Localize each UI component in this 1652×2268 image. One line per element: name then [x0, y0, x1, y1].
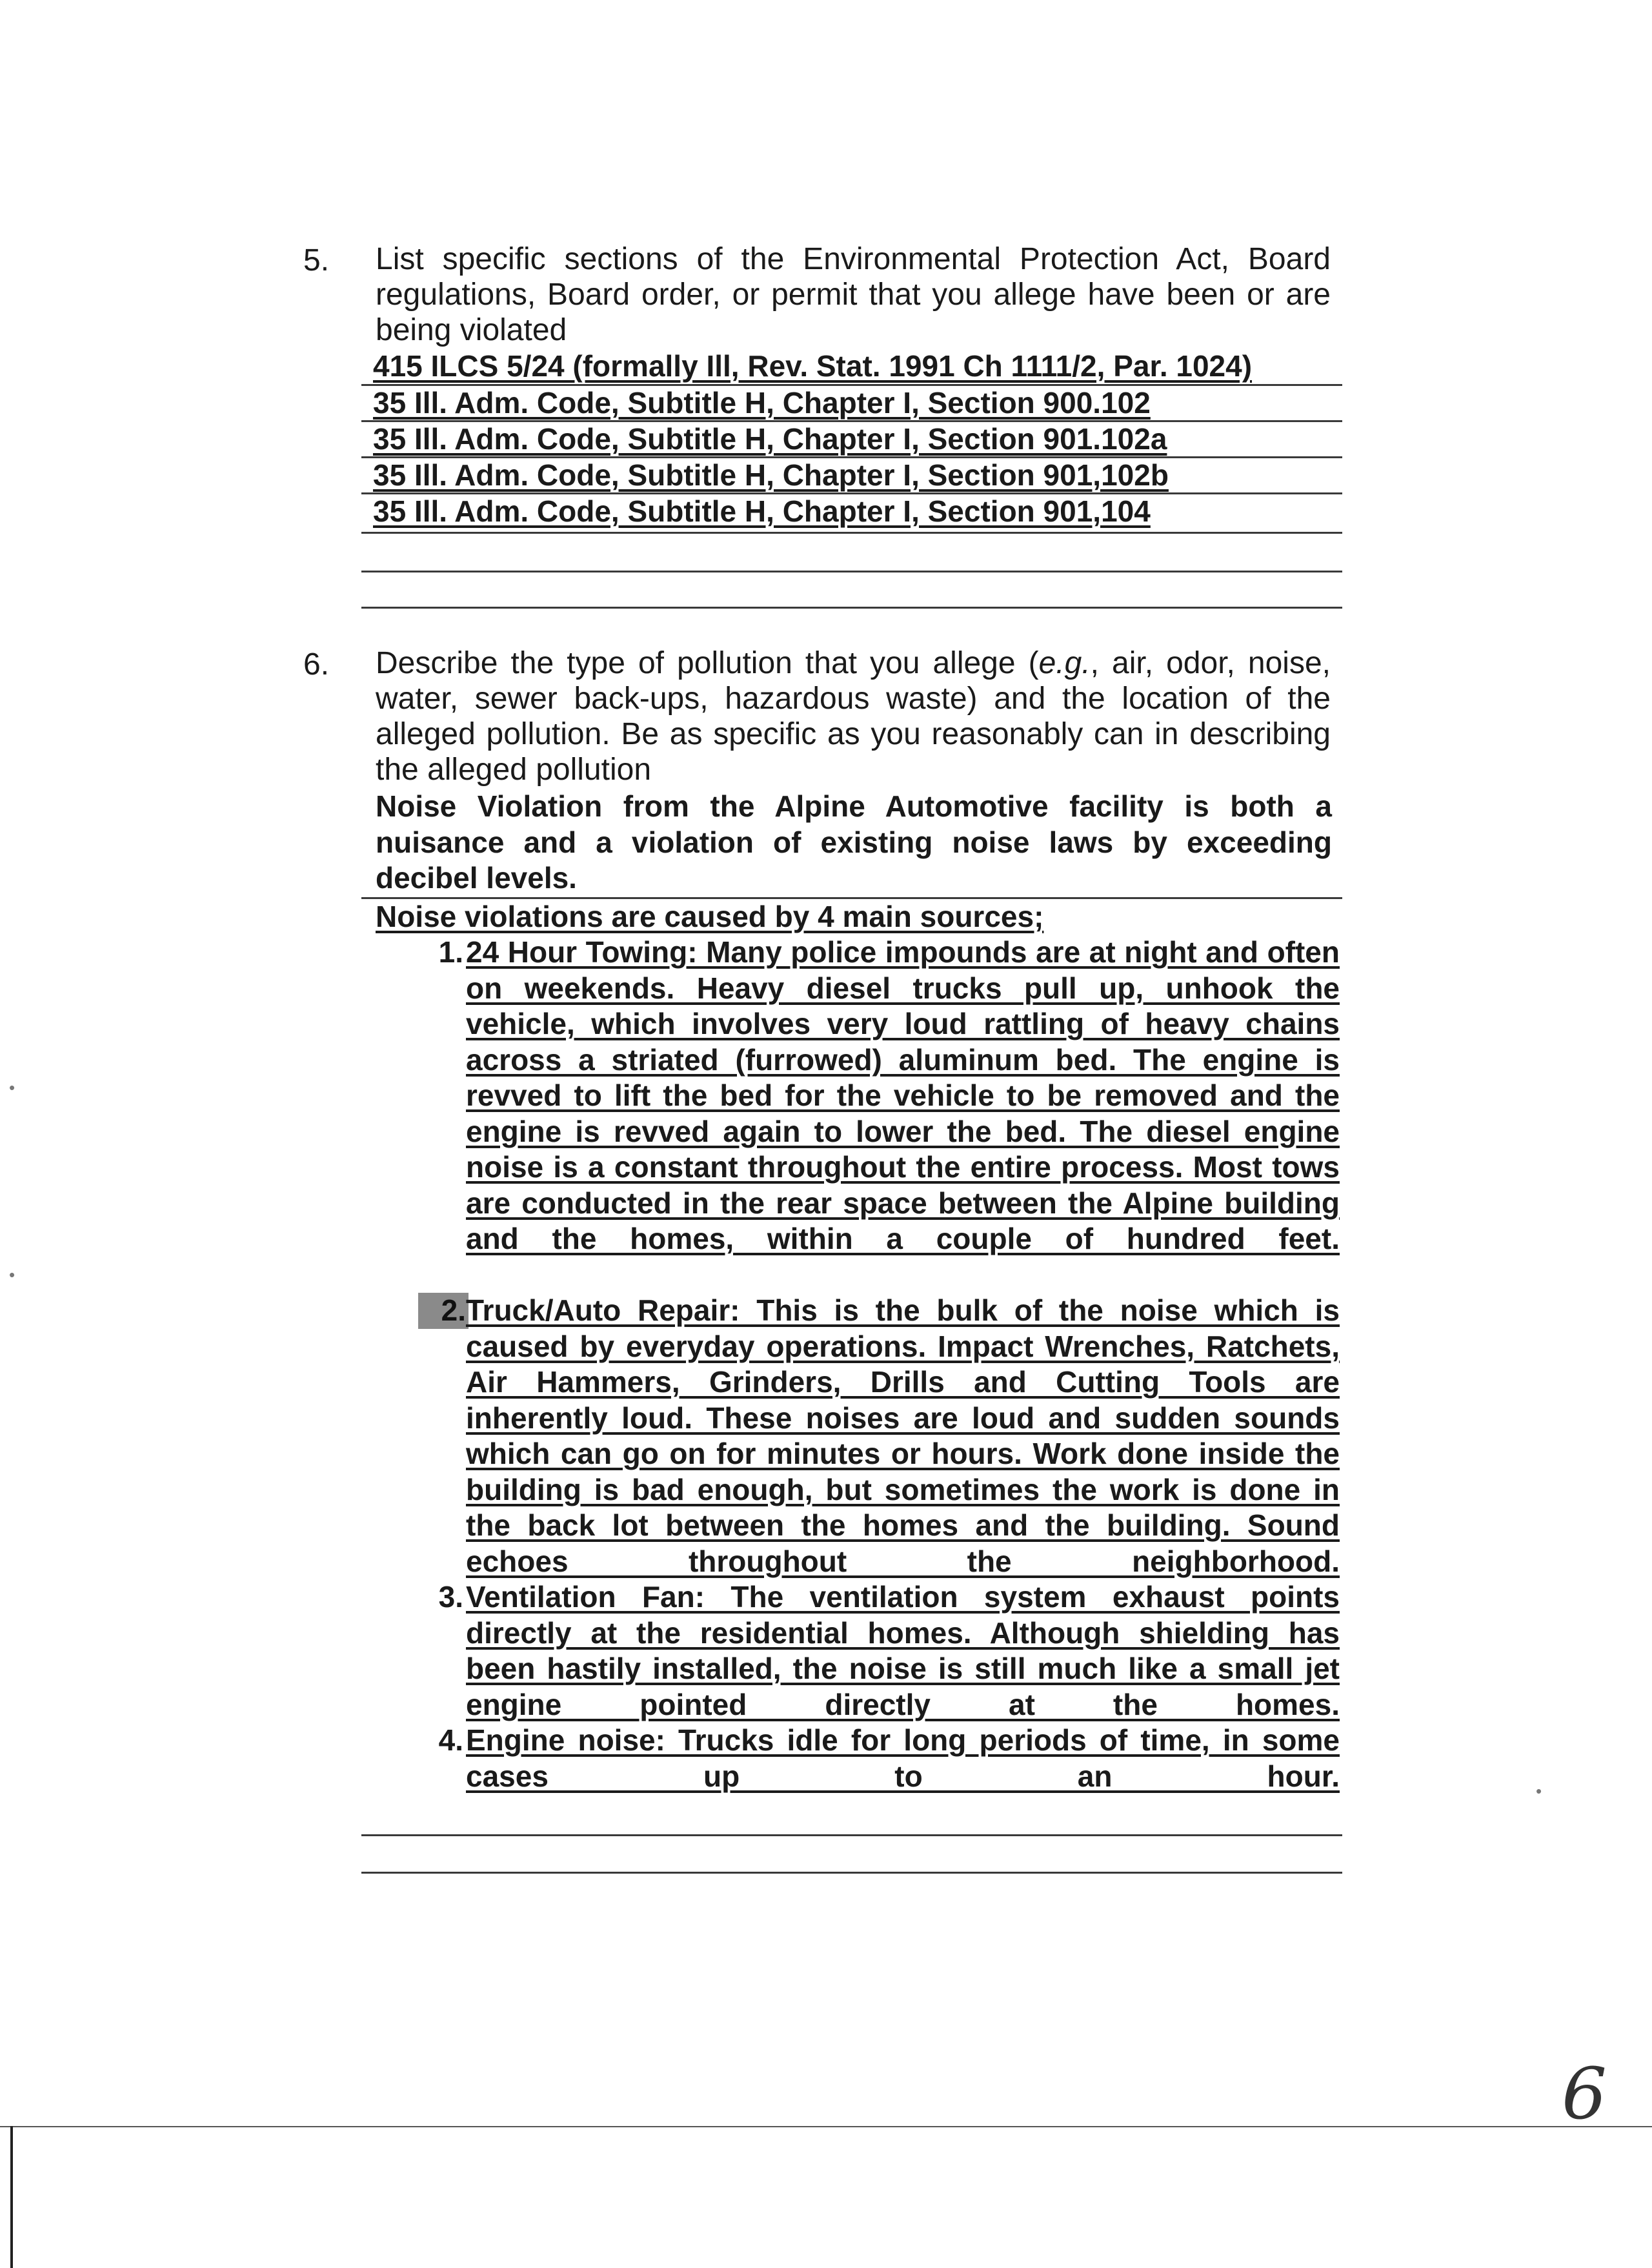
scan-speck: •	[1536, 1781, 1542, 1801]
q6-number: 6.	[303, 647, 330, 682]
q5-number: 5.	[303, 243, 330, 278]
q5-text: List specific sections of the Environmental Protection Act, Board regulations, Board order, or permit that you allege have been or are being violated	[376, 242, 1331, 347]
scan-speck: •	[9, 1265, 15, 1284]
highlighted-label: 2.	[418, 1293, 468, 1329]
answer-rule	[361, 1872, 1342, 1874]
q5-answer-4: 35 Ill. Adm. Code, Subtitle H, Chapter I, Section 901,102b	[373, 458, 1169, 492]
q6-text: Describe the type of pollution that you allege (e.g., air, odor, noise, water, sewer back-ups, hazardous waste) and the location of the alleged pollution. Be as specific as you reasonably can in describing the alleged pollution	[376, 646, 1331, 787]
q6-sources-intro: Noise violations are caused by 4 main sources;	[376, 900, 1044, 933]
scan-speck: •	[9, 1078, 15, 1097]
q6-summary: Noise Violation from the Alpine Automotive facility is both a nuisance and a violation of existing noise laws by exceeding decibel levels.	[376, 789, 1332, 895]
handwritten-page-number: 6	[1562, 2052, 1607, 2135]
answer-rule	[361, 607, 1342, 609]
scan-page-edge	[0, 2126, 1652, 2127]
answer-rule	[361, 1834, 1342, 1836]
q5-answer-5: 35 Ill. Adm. Code, Subtitle H, Chapter I, Section 901,104	[373, 494, 1151, 528]
source-item-2: 2. Truck/Auto Repair: This is the bulk of the noise which is caused by everyday operations. Impact Wrenches, Ratchets, Air Hammers, Grinders, Drills and Cutting Tools are inherently loud. These noises are loud and sudden sounds which can go on for minutes or hours. Work done inside the building is bad enough, but sometimes the work is done in the back lot between the homes and the building. Sound echoes throughout the neighborhood.	[418, 1293, 1341, 1579]
source-item-1: 1. 24 Hour Towing: Many police impounds are at night and often on weekends. Heavy diesel trucks pull up, unhook the vehicle, which involves very loud rattling of heavy chains across a striated (furrowed) aluminum bed. The engine is revved to lift the bed for the vehicle to be removed and the engine is revved again to lower the bed. The diesel engine noise is a constant throughout the entire process. Most tows are conducted in the rear space between the Alpine building and the homes, within a couple of hundred feet.	[438, 935, 1340, 1255]
scan-edge-bracket	[10, 2126, 13, 2268]
q5-answer-1: 415 ILCS 5/24 (formally Ill, Rev. Stat. 1991 Ch 1111/2, Par. 1024)	[373, 349, 1253, 383]
answer-rule	[361, 532, 1342, 534]
answer-rule	[361, 571, 1342, 572]
source-item-3: 3. Ventilation Fan: The ventilation system exhaust points directly at the residential homes. Although shielding has been hastily installed, the noise is still much like a small jet engine pointed directly at the homes.	[438, 1580, 1340, 1721]
q5-answer-2: 35 Ill. Adm. Code, Subtitle H, Chapter I, Section 900.102	[373, 386, 1151, 420]
q5-answer-3: 35 Ill. Adm. Code, Subtitle H, Chapter I, Section 901.102a	[373, 422, 1167, 456]
source-item-4: 4. Engine noise: Trucks idle for long periods of time, in some cases up to an hour.	[438, 1723, 1340, 1793]
